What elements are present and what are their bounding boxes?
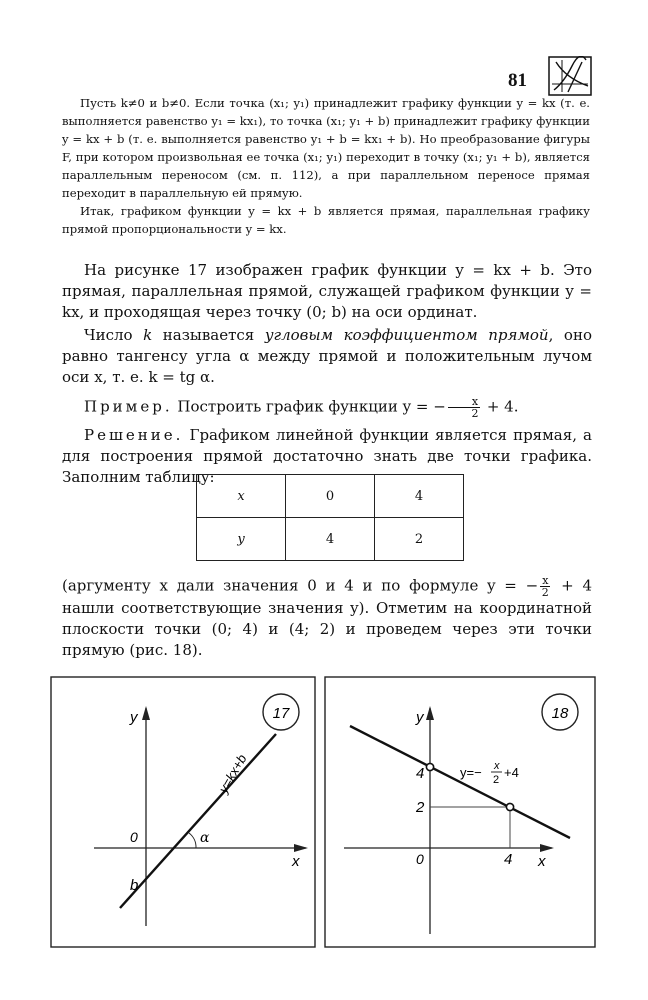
text-span: , оно равно тангенсу угла α между прямой и положительным лучом оси x, т. е. k = tg α. bbox=[62, 326, 592, 386]
figure-number: 18 bbox=[551, 705, 569, 722]
tick-label-y4: 4 bbox=[416, 765, 425, 782]
example-paragraph bbox=[62, 396, 592, 419]
text-span: Графиком линейной функции является прямая, а для построения прямой достаточно знать две точки графика. Заполним таблицу: bbox=[62, 426, 592, 486]
solution-label: Решение. bbox=[84, 426, 184, 444]
x-axis-arrow bbox=[540, 844, 554, 852]
alpha-label: α bbox=[200, 830, 210, 846]
figure-18 bbox=[324, 676, 596, 948]
table-cell: y bbox=[197, 518, 286, 561]
point-0-4 bbox=[426, 763, 433, 770]
line-label: y=kx+b bbox=[215, 751, 250, 796]
figure-number: 17 bbox=[272, 705, 290, 722]
point-4-2 bbox=[506, 803, 513, 810]
main-paragraph bbox=[62, 575, 592, 661]
equation-prefix: y=− bbox=[460, 765, 482, 780]
table-cell: 4 bbox=[375, 475, 464, 518]
text-span: называется bbox=[152, 326, 265, 344]
origin-label: 0 bbox=[416, 851, 424, 867]
table-row bbox=[197, 475, 464, 518]
text-span: Число bbox=[84, 326, 144, 344]
small-paragraph: Пусть k≠0 и b≠0. Если точка (x₁; y₁) принадлежит графику функции y = kx (т. е. выполняется равенство y₁ = kx₁), то точка (x₁; y₁ + b) принадлежит графику функции y = kx + b (т. е. выполняется равенство y₁ + b = kx₁ + b). Но преобразование фигуры F, при котором произвольная ее точка (x₁; y₁) переходит в точку (x₁; y₁ + b), является параллельным переносом (см. п. 112), а при параллельном переносе прямая переходит в параллельную ей прямую. bbox=[62, 96, 590, 200]
equation-suffix: +4 bbox=[504, 765, 519, 780]
fraction-numerator: x bbox=[448, 396, 480, 408]
x-axis-arrow bbox=[294, 844, 308, 852]
values-table bbox=[196, 474, 464, 561]
example-label: Пример. bbox=[84, 397, 173, 416]
table-cell: 2 bbox=[375, 518, 464, 561]
term-italic: угловым коэффициентом прямой bbox=[264, 326, 549, 344]
x-axis-label: x bbox=[538, 853, 546, 870]
tick-label-y2: 2 bbox=[416, 799, 425, 816]
y-axis-arrow bbox=[142, 706, 150, 720]
fraction-denominator: 2 bbox=[471, 407, 479, 420]
main-text-block bbox=[62, 260, 592, 488]
graph-line bbox=[120, 734, 276, 908]
y-axis-label: y bbox=[416, 709, 424, 726]
after-table-text bbox=[62, 575, 592, 661]
k-variable: k bbox=[143, 326, 153, 344]
b-label: b bbox=[130, 877, 139, 894]
fraction bbox=[448, 396, 480, 419]
text-span: Построить график функции y = − bbox=[172, 397, 446, 416]
table-cell: 4 bbox=[286, 518, 375, 561]
graph-line bbox=[350, 726, 570, 838]
equation-denominator: 2 bbox=[493, 774, 500, 786]
table-row bbox=[197, 518, 464, 561]
x-axis-label: x bbox=[292, 853, 300, 870]
function-graph-icon bbox=[548, 56, 592, 96]
table-cell: x bbox=[197, 475, 286, 518]
main-paragraph: На рисунке 17 изображен график функции y = kx + b. Это прямая, параллельная прямой, служащей графиком функции y = kx, и проходящая через точку (0; b) на оси ординат. bbox=[62, 261, 592, 321]
small-text-block bbox=[62, 94, 590, 238]
page-number: 81 bbox=[508, 70, 527, 91]
main-paragraph bbox=[62, 325, 592, 388]
fraction-numerator: x bbox=[542, 574, 549, 587]
small-paragraph: Итак, графиком функции y = kx + b является прямая, параллельная графику прямой пропорциональности y = kx. bbox=[62, 204, 590, 236]
tick-label-x4: 4 bbox=[504, 851, 513, 868]
y-axis-arrow bbox=[426, 706, 434, 720]
origin-label: 0 bbox=[130, 829, 138, 845]
fraction bbox=[540, 575, 550, 598]
y-axis-label: y bbox=[130, 709, 138, 726]
table-cell: 0 bbox=[286, 475, 375, 518]
figure-17 bbox=[50, 676, 316, 948]
equation-numerator: x bbox=[494, 760, 500, 772]
angle-arc bbox=[189, 833, 196, 848]
text-span: + 4 нашли соответствующие значения y). Отметим на координатной плоскости точки (0; 4) и (4; 2) и проведем через эти точки прямую (рис. 18). bbox=[62, 576, 593, 659]
text-span: + 4. bbox=[482, 397, 519, 416]
fraction-denominator: 2 bbox=[541, 586, 549, 599]
text-span: (аргументу x дали значения 0 и 4 и по формуле y = − bbox=[62, 576, 539, 595]
